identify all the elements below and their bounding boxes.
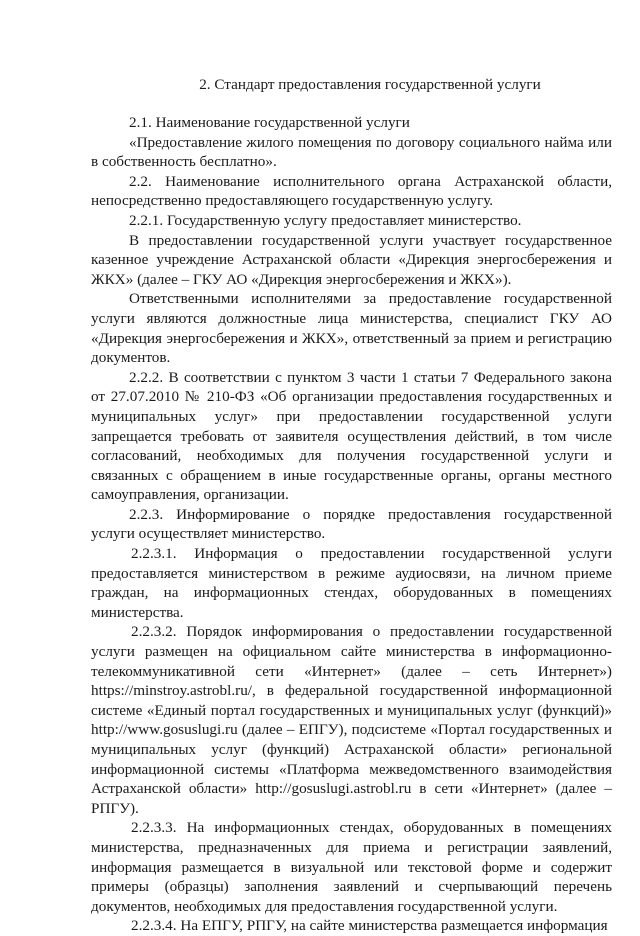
paragraph-2-2-3: 2.2.3. Информирование о порядке предоставления государственной услуги осуществляет министерство. (91, 505, 612, 543)
paragraph-2-2-1: 2.2.1. Государственную услугу предоставляет министерство. (129, 211, 522, 229)
paragraph-2-2-3-1: 2.2.3.1. Информация о предоставлении государственной услуги предоставляется министерством в режиме аудиосвязи, на личном приеме граждан, на информационных стендах, оборудованных в помещениях министерства. (91, 545, 612, 621)
paragraph-service-name: «Предоставление жилого помещения по договору социального найма или в собственность бесплатно». (91, 133, 612, 171)
paragraph-2-2-2: 2.2.2. В соответствии с пунктом 3 части 1 статьи 7 Федерального закона от 27.07.2010 № 210-ФЗ «Об организации предоставления государственных и муниципальных услуг» при предоставлении государственной услуги запрещается требовать от заявителя осуществления действий, в том числе согласований, необходимых для получения государственной услуги и связанных с обращением в иные государственные органы, органы местного самоуправления, организации. (91, 368, 612, 504)
paragraph-responsible: Ответственными исполнителями за предоставление государственной услуги являются должностные лица министерства, специалист ГКУ АО «Дирекция энергосбережения и ЖКХ», ответственный за прием и регистрацию документов. (91, 290, 612, 367)
paragraph-2-2-3-3: 2.2.3.3. На информационных стендах, оборудованных в помещениях министерства, предназначенных для приема и регистрации заявлений, информация размещается в визуальной или текстовой форме и содержит примеры (образцы) заполнения заявлений и счерпывающий перечень документов, необходимых для предоставления государственной услуги. (91, 819, 612, 915)
document-body (91, 113, 612, 936)
paragraph-2-1: 2.1. Наименование государственной услуги (129, 114, 410, 131)
section-title: 2. Стандарт предоставления государственной услуги (199, 76, 541, 93)
paragraph-2-2-3-4: 2.2.3.4. На ЕПГУ, РПГУ, на сайте министерства размещается информация (131, 917, 608, 935)
paragraph-2-2-3-2: 2.2.3.2. Порядок информирования о предоставлении государственной услуги размещен на официальном сайте министерства в информационно-телекоммуникативной сети «Интернет» (далее – сеть Интернет») https://minstroy.astrobl.ru/, в федеральной государственной информационной системе «Единый портал государственных и муниципальных услуг (функций)» http://www.gosuslugi.ru (далее – ЕПГУ), подсистеме «Портал государственных и муниципальных услуг (функций) Астраханской области» региональной информационной системы «Платформа межведомственного взаимодействия Астраханской области» http://gosuslugi.astrobl.ru в сети «Интернет» (далее – РПГУ). (91, 623, 612, 817)
paragraph-2-2: 2.2. Наименование исполнительного органа Астраханской области, непосредственно предоставляющего государственную услугу. (91, 172, 612, 210)
paragraph-participant: В предоставлении государственной услуги участвует государственное казенное учреждение Астраханской области «Дирекция энергосбережения и ЖКХ» (далее – ГКУ АО «Дирекция энергосбережения и ЖКХ»). (91, 231, 612, 288)
